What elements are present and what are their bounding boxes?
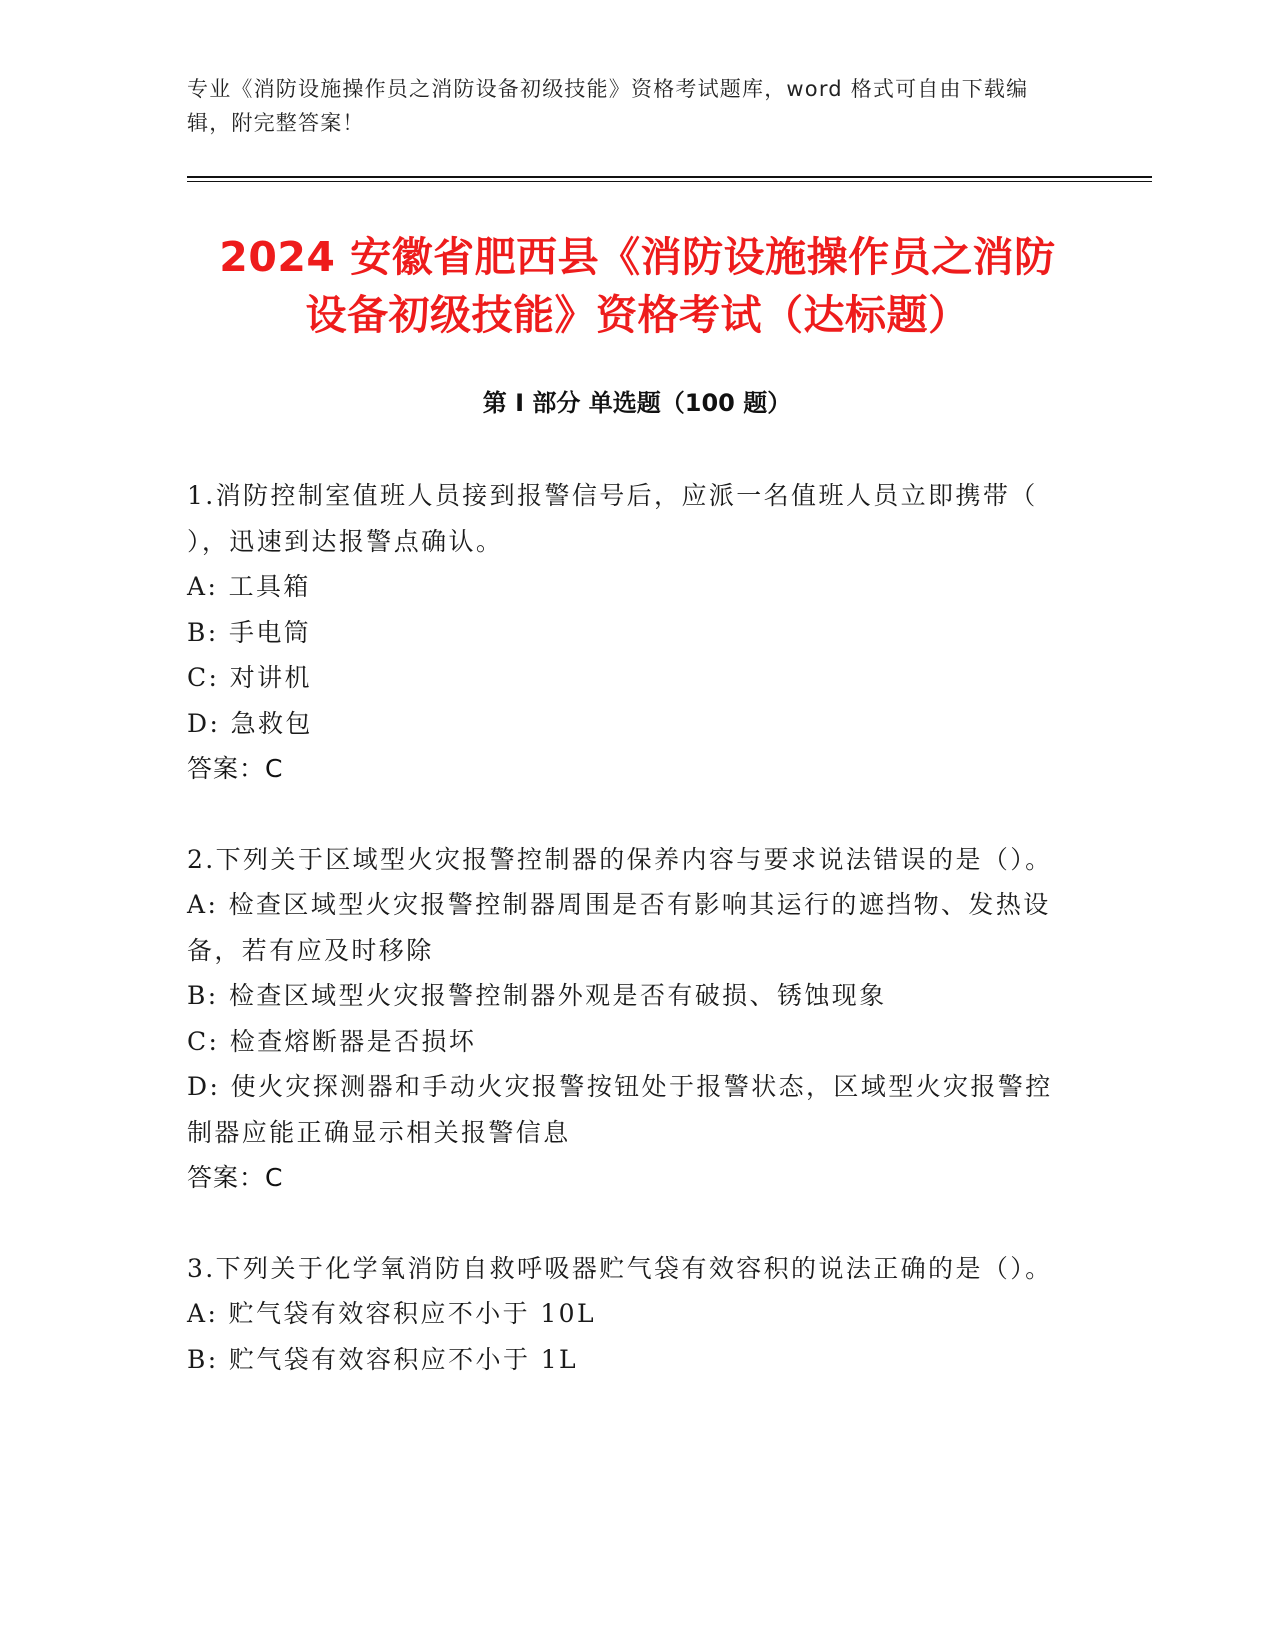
header-rule-thin xyxy=(187,181,1152,182)
question-stem: 1.消防控制室值班人员接到报警信号后，应派一名值班人员立即携带（ ），迅速到达报警点确认。 xyxy=(187,481,1038,556)
question-option: A: 贮气袋有效容积应不小于 10L xyxy=(187,1299,596,1328)
question-3 xyxy=(187,1246,1067,1383)
question-list xyxy=(187,473,1067,1427)
question-stem: 2.下列关于区域型火灾报警控制器的保养内容与要求说法错误的是（）。 xyxy=(187,844,1053,874)
question-option: C: 对讲机 xyxy=(187,663,312,692)
header-note: 专业《消防设施操作员之消防设备初级技能》资格考试题库，word 格式可自由下载编辑，附完整答案！ xyxy=(187,77,1029,135)
question-answer: 答案：C xyxy=(187,1163,284,1192)
question-option: B: 手电筒 xyxy=(187,617,312,647)
document-title-line-2: 设备初级技能》资格考试（达标题） xyxy=(305,291,970,339)
question-option: C: 检查熔断器是否损坏 xyxy=(187,1026,477,1056)
question-option: A: 工具箱 xyxy=(187,572,311,601)
question-option: D: 急救包 xyxy=(187,708,313,738)
document-title xyxy=(170,228,1105,344)
question-option: B: 贮气袋有效容积应不小于 1L xyxy=(187,1344,578,1374)
question-answer: 答案：C xyxy=(187,754,284,783)
question-option: B: 检查区域型火灾报警控制器外观是否有破损、锈蚀现象 xyxy=(187,981,887,1010)
question-option: A: 检查区域型火灾报警控制器周围是否有影响其运行的遮挡物、发热设备，若有应及时移除 xyxy=(187,890,1051,965)
question-option: D: 使火灾探测器和手动火灾报警按钮处于报警状态，区域型火灾报警控制器应能正确显示相关报警信息 xyxy=(187,1072,1053,1147)
section-title: 第 I 部分 单选题（100 题） xyxy=(482,389,792,417)
header-rule-thick xyxy=(187,176,1152,178)
question-2 xyxy=(187,837,1067,1201)
document-title-line-1: 2024 安徽省肥西县《消防设施操作员之消防 xyxy=(219,233,1056,281)
question-stem: 3.下列关于化学氧消防自救呼吸器贮气袋有效容积的说法正确的是（）。 xyxy=(187,1253,1053,1283)
question-1 xyxy=(187,473,1067,792)
